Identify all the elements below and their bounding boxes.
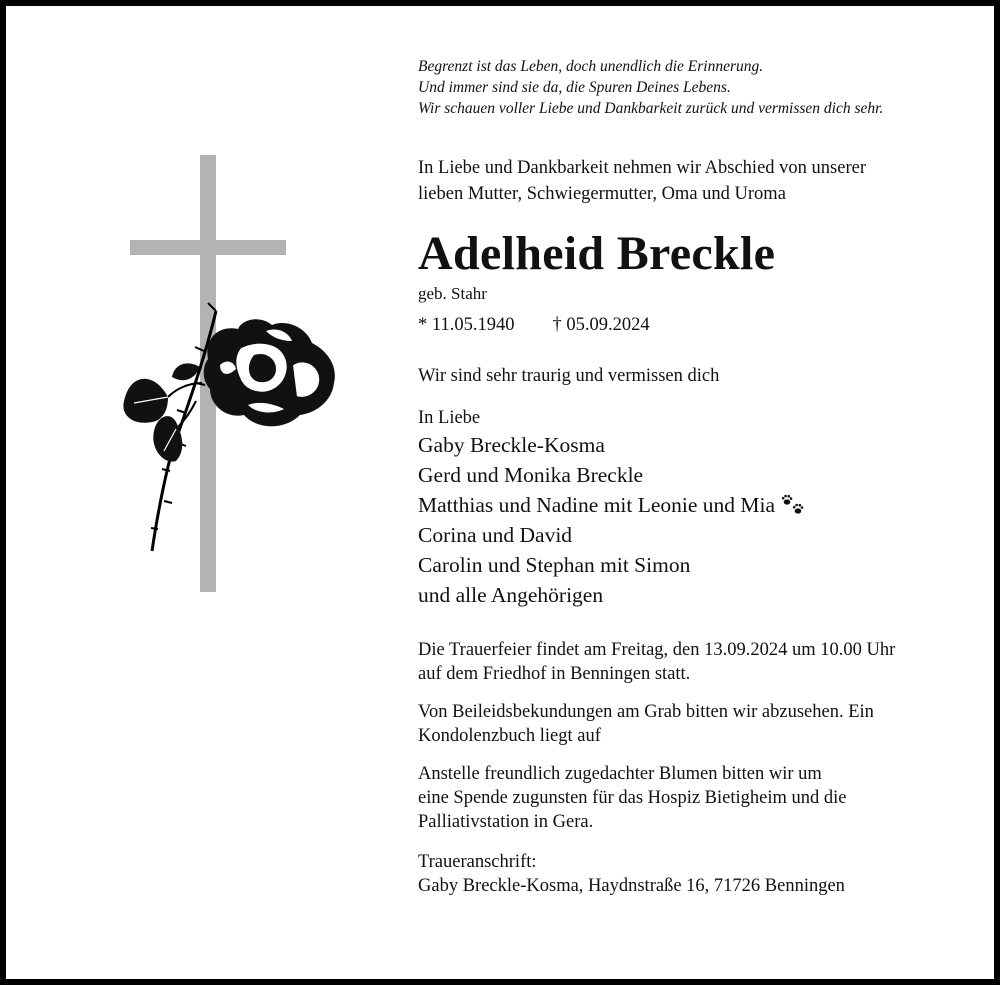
funeral-info: [418, 638, 988, 686]
motto-line: Und immer sind sie da, die Spuren Deines Lebens.: [418, 79, 731, 96]
condolence-line: Von Beileidsbekundungen am Grab bitten wir abzusehen. Ein: [418, 702, 874, 722]
address-line: Gaby Breckle-Kosma, Haydnstraße 16, 71726 Benningen: [418, 876, 845, 896]
death-date: † 05.09.2024: [552, 315, 650, 335]
intro-line: lieben Mutter, Schwiegermutter, Oma und Uroma: [418, 184, 786, 204]
mourners-list: [418, 430, 988, 610]
mourner-line-with-pet: [418, 490, 988, 520]
paw-prints-icon: [781, 494, 807, 516]
intro-line: In Liebe und Dankbarkeit nehmen wir Abschied von unserer: [418, 158, 866, 178]
motto-verse: [418, 56, 988, 119]
intro-text: [418, 155, 988, 207]
deceased-name: Adelheid Breckle: [418, 227, 776, 280]
mourner-line: Carolin und Stephan mit Simon: [418, 553, 691, 577]
condolence-note: [418, 700, 988, 748]
cross-with-rose-icon: [116, 151, 356, 596]
life-dates: [418, 313, 988, 337]
donation-line: Palliativstation in Gera.: [418, 812, 594, 832]
funeral-line: Die Trauerfeier findet am Freitag, den 13.09.2024 um 10.00 Uhr: [418, 640, 896, 660]
donation-note: [418, 762, 988, 834]
maiden-name: geb. Stahr: [418, 284, 487, 303]
sentiment-text: Wir sind sehr traurig und vermissen dich: [418, 366, 720, 386]
mourner-line: Corina und David: [418, 523, 573, 547]
mourners-label: In Liebe: [418, 408, 481, 428]
funeral-line: auf dem Friedhof in Benningen statt.: [418, 664, 691, 684]
motto-line: Wir schauen voller Liebe und Dankbarkeit zurück und vermissen dich sehr.: [418, 100, 884, 117]
mourner-line: Gaby Breckle-Kosma: [418, 433, 605, 457]
mourning-address: [418, 850, 988, 898]
donation-line: eine Spende zugunsten für das Hospiz Bietigheim und die: [418, 788, 847, 808]
condolence-line: Kondolenzbuch liegt auf: [418, 726, 601, 746]
address-label: Traueranschrift:: [418, 852, 537, 872]
birth-date: * 11.05.1940: [418, 315, 515, 335]
mourner-line: und alle Angehörigen: [418, 583, 604, 607]
donation-line: Anstelle freundlich zugedachter Blumen bitten wir um: [418, 764, 822, 784]
mourner-line: Matthias und Nadine mit Leonie und Mia: [418, 493, 776, 517]
motto-line: Begrenzt ist das Leben, doch unendlich die Erinnerung.: [418, 58, 764, 75]
mourner-line: Gerd und Monika Breckle: [418, 463, 644, 487]
